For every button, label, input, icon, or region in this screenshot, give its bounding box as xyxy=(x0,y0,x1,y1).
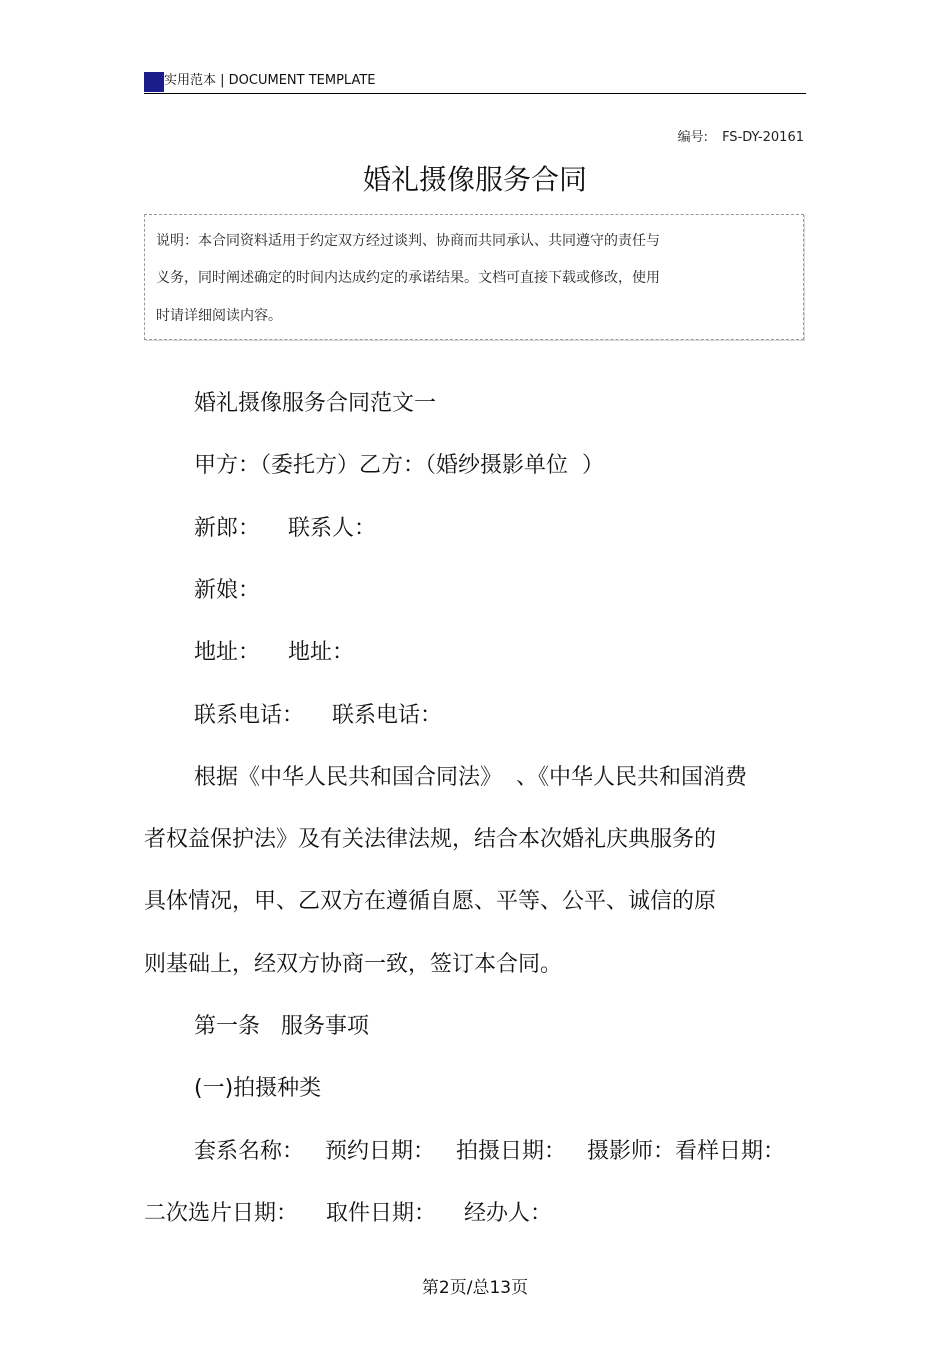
paragraph-line: 根据《中华人民共和国合同法》 、《中华人民共和国消费 xyxy=(194,765,747,790)
address-line: 地址： 地址： xyxy=(194,640,354,665)
document-number-label: 编号: xyxy=(677,130,709,145)
document-number xyxy=(678,126,804,145)
template-logo-icon xyxy=(144,72,164,92)
package-fields-line: 套系名称： 预约日期： 拍摄日期： 摄影师：看样日期： xyxy=(194,1139,785,1164)
bride-line: 新娘： xyxy=(194,578,261,603)
phone-line: 联系电话： 联系电话： xyxy=(194,703,442,728)
pickup-fields-line: 二次选片日期： 取件日期： 经办人： xyxy=(144,1201,552,1226)
paragraph-line: 则基础上，经双方协商一致，签订本合同。 xyxy=(144,952,563,977)
article-heading: 第一条 服务事项 xyxy=(194,1014,369,1039)
section-heading: 婚礼摄像服务合同范文一 xyxy=(194,391,437,416)
paragraph-line: 者权益保护法》及有关法律法规，结合本次婚礼庆典服务的 xyxy=(144,827,717,852)
page-number: 第2页/总13页 xyxy=(421,1278,529,1298)
document-number-value: FS-DY-20161 xyxy=(722,130,804,145)
header-label: 实用范本 | DOCUMENT TEMPLATE xyxy=(164,73,376,88)
description-line: 时请详细阅读内容。 xyxy=(156,308,282,324)
description-line: 说明：本合同资料适用于约定双方经过谈判、协商而共同承认、共同遵守的责任与 xyxy=(156,233,660,249)
subsection-heading: (一)拍摄种类 xyxy=(194,1076,322,1101)
description-line: 义务，同时阐述确定的时间内达成约定的承诺结果。文档可直接下载或修改，使用 xyxy=(156,270,660,286)
party-line: 甲方：（委托方）乙方：（婚纱摄影单位 ） xyxy=(194,453,604,478)
document-header xyxy=(144,70,806,94)
page-title: 婚礼摄像服务合同 xyxy=(362,163,587,196)
paragraph-line: 具体情况，甲、乙双方在遵循自愿、平等、公平、诚信的原 xyxy=(144,889,717,914)
description-box xyxy=(144,214,804,340)
groom-line: 新郎： 联系人： xyxy=(194,516,376,541)
